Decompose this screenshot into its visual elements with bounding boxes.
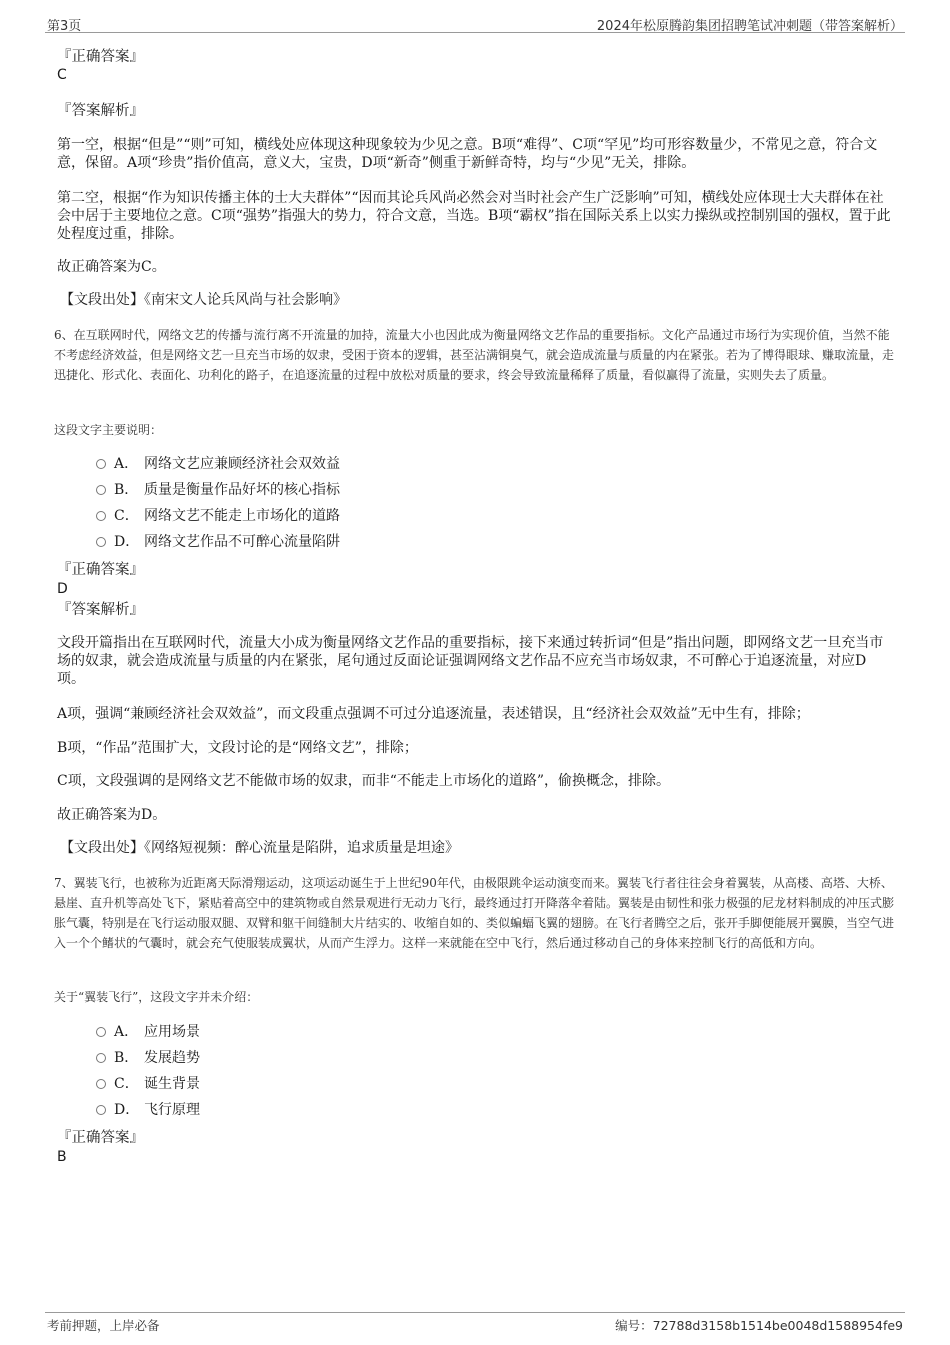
option-key: C． xyxy=(114,1076,139,1092)
question-text: 6、在互联网时代，网络文艺的传播与流行离不开流量的加持，流量大小也因此成为衡量网络文艺作品的重要指标。文化产品通过市场行为实现价值，当然不能不考虑经济效益，但是网络文艺一旦充当市场的奴隶，受困于资本的逻辑，甚至沾满铜臭气，就会造成流量与质量的内在紧张。若为了博得眼球、赚取流量，走迅捷化、形式化、表面化、功利化的路子，在追逐流量的过程中放松对质量的要求，终会导致流量稀释了质量，看似赢得了流量，实则失去了质量。 xyxy=(54,328,895,382)
answer-label: 『正确答案』 xyxy=(57,562,144,578)
radio-button[interactable] xyxy=(96,459,106,469)
radio-button[interactable] xyxy=(96,1053,106,1063)
page-footer xyxy=(45,1312,905,1333)
option-key: B． xyxy=(114,1050,139,1066)
option-key: A． xyxy=(114,456,139,472)
radio-button[interactable] xyxy=(96,485,106,495)
question-text: 7、翼装飞行，也被称为近距离天际滑翔运动，这项运动诞生于上世纪90年代，由极限跳伞运动演变而来。翼装飞行者往往会身着翼装，从高楼、高塔、大桥、悬崖、直升机等高处飞下，紧贴着高空中的建筑物或自然景观进行无动力飞行，最终通过打开降落伞着陆。翼装是由韧性和张力极强的尼龙材料制成的冲压式膨胀气囊，特别是在飞行运动服双腿、双臂和躯干间缝制大片结实的、收缩自如的、类似蝙蝠飞翼的翅膀。在飞行者腾空之后，张开手脚便能展开翼膜，当空气进入一个个鳍状的气囊时，就会充气使服装成翼状，从而产生浮力。这样一来就能在空中飞行，然后通过移动自己的身体来控制飞行的高低和方向。 xyxy=(54,876,895,950)
page-number: 第3页 xyxy=(47,19,82,34)
option-text: 网络文艺作品不可醉心流量陷阱 xyxy=(144,534,340,550)
option-key: C． xyxy=(114,508,139,524)
analysis-paragraph: 第一空，根据“但是”“则”可知，横线处应体现这种现象较为少见之意。B项“难得”、C项“罕见”均可形容数量少，不常见之意，符合文意，保留。A项“珍贵”指价值高，意义大，宝贵，D项“新奇”侧重于新鲜奇特，均与“少见”无关，排除。 xyxy=(57,137,878,171)
analysis-paragraph: C项，文段强调的是网络文艺不能做市场的奴隶，而非“不能走上市场化的道路”，偷换概念，排除。 xyxy=(57,773,671,789)
page-header xyxy=(45,12,905,33)
analysis-conclusion: 故正确答案为C。 xyxy=(57,259,166,275)
analysis-paragraph: B项，“作品”范围扩大，文段讨论的是“网络文艺”，排除； xyxy=(57,740,418,756)
analysis-paragraph: 第二空，根据“作为知识传播主体的士大夫群体”“因而其论兵风尚必然会对当时社会产生广泛影响”可知，横线处应体现士大夫群体在社会中居于主要地位之意。C项“强势”指强大的势力，符合文意，当选。B项“霸权”指在国际关系上以实力操纵或控制别国的强权，置于此处程度过重，排除。 xyxy=(57,190,891,242)
option-text: 应用场景 xyxy=(144,1024,200,1040)
radio-button[interactable] xyxy=(96,511,106,521)
document-id: 编号：72788d3158b1514be0048d1588954fe9 xyxy=(615,1318,903,1333)
source-citation: 【文段出处】《南宋文人论兵风尚与社会影响》 xyxy=(60,292,347,308)
question-stem: 这段文字主要说明： xyxy=(54,423,163,437)
answer-value: D xyxy=(57,581,68,597)
analysis-conclusion: 故正确答案为D。 xyxy=(57,807,167,823)
analysis-label: 『答案解析』 xyxy=(57,602,144,618)
radio-button[interactable] xyxy=(96,1027,106,1037)
question-stem: 关于“翼装飞行”，这段文字并未介绍： xyxy=(54,990,259,1004)
analysis-paragraph: A项，强调“兼顾经济社会双效益”，而文段重点强调不可过分追逐流量，表述错误，且“经济社会双效益”无中生有，排除； xyxy=(57,706,810,722)
option-key: A． xyxy=(114,1024,139,1040)
analysis-label: 『答案解析』 xyxy=(57,103,144,119)
answer-value: B xyxy=(57,1149,67,1165)
radio-button[interactable] xyxy=(96,1105,106,1115)
option-key: D． xyxy=(114,1102,140,1118)
option-text: 网络文艺不能走上市场化的道路 xyxy=(144,508,340,524)
option-text: 发展趋势 xyxy=(144,1050,200,1066)
option-text: 飞行原理 xyxy=(144,1102,200,1118)
analysis-paragraph: 文段开篇指出在互联网时代，流量大小成为衡量网络文艺作品的重要指标，接下来通过转折词“但是”指出问题，即网络文艺一旦充当市场的奴隶，就会造成流量与质量的内在紧张，尾句通过反面论证强调网络文艺作品不应充当市场奴隶，不可醉心于追逐流量，对应D项。 xyxy=(57,635,884,687)
option-key: D． xyxy=(114,534,140,550)
option-text: 质量是衡量作品好坏的核心指标 xyxy=(144,482,340,498)
radio-button[interactable] xyxy=(96,537,106,547)
option-text: 诞生背景 xyxy=(144,1076,200,1092)
answer-label: 『正确答案』 xyxy=(57,1130,144,1146)
option-text: 网络文艺应兼顾经济社会双效益 xyxy=(144,456,340,472)
answer-label: 『正确答案』 xyxy=(57,49,144,65)
radio-button[interactable] xyxy=(96,1079,106,1089)
document-title: 2024年松原腾韵集团招聘笔试冲刺题（带答案解析） xyxy=(596,19,903,34)
footer-slogan: 考前押题，上岸必备 xyxy=(47,1318,160,1333)
answer-value: C xyxy=(57,67,67,83)
option-key: B． xyxy=(114,482,139,498)
source-citation: 【文段出处】《网络短视频：醉心流量是陷阱，追求质量是坦途》 xyxy=(60,840,459,856)
